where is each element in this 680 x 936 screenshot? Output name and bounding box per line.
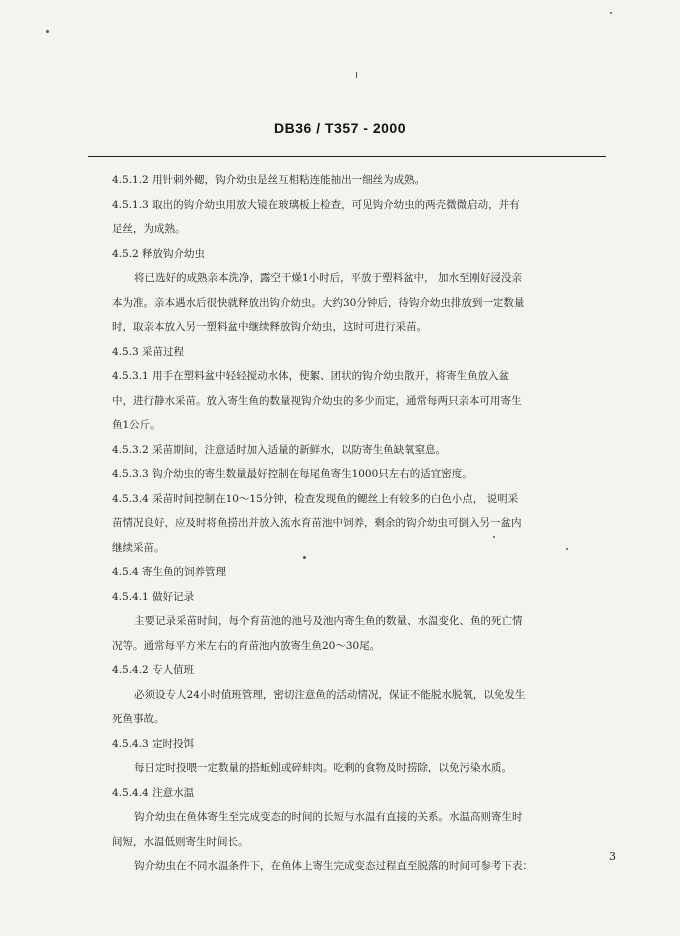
- text-line: 死鱼事故。: [112, 713, 165, 725]
- text-line: 4.5.4.4 注意水温: [112, 786, 195, 799]
- text-line: 时，取亲本放入另一塑料盆中继续释放钩介幼虫，这时可进行采苗。: [112, 321, 427, 333]
- text-line: 本为准。亲本遇水后很快就释放出钩介幼虫。大约30分钟后，待钩介幼虫排放到一定数量: [112, 296, 525, 309]
- text-line: 中，进行静水采苗。放入寄生鱼的数量视钩介幼虫的多少而定，通常每两只亲本可用寄生: [112, 394, 522, 407]
- text-line: 4.5.3.1 用手在塑料盆中轻轻搅动水体，使絮、团状的钩介幼虫散开，将寄生鱼放入盆: [112, 370, 510, 382]
- text-line: 4.5.3.4 采苗时间控制在10～15分钟，检查发现鱼的鳃丝上有较多的白色小点， 说明采: [112, 492, 519, 505]
- text-line: 钩介幼虫在不同水温条件下，在鱼体上寄生完成变态过程直至脱落的时间可参考下表：: [134, 860, 533, 872]
- page-number: 3: [609, 850, 616, 863]
- text-line: 必须设专人24小时值班管理，密切注意鱼的活动情况，保证不能脱水脱氧，以免发生: [134, 688, 526, 701]
- text-line: 4.5.4 寄生鱼的饲养管理: [112, 566, 227, 578]
- text-line: 继续采苗。: [112, 541, 165, 554]
- text-line: 4.5.3.3 钩介幼虫的寄生数量最好控制在每尾鱼寄生1000只左右的适宜密度。: [112, 468, 473, 480]
- text-line: 4.5.1.2 用针刺外鳃，钩介幼虫是丝互相粘连能抽出一细丝为成熟。: [112, 174, 426, 186]
- text-line: 4.5.3.2 采苗期间，注意适时加入适量的新鲜水，以防寄生鱼缺氧窒息。: [112, 443, 447, 456]
- text-line: 4.5.3 采苗过程: [112, 345, 185, 358]
- text-line: 足丝，为成熟。: [112, 223, 186, 235]
- text-line: 每日定时投喂一定数量的搭蚯蚓或碎蚌肉。吃剩的食物及时捞除，以免污染水质。: [134, 762, 512, 774]
- text-line: 间短，水温低则寄生时间长。: [112, 835, 249, 848]
- text-line: 4.5.4.3 定时投饵: [112, 737, 195, 750]
- text-line: 4.5.4.1 做好记录: [112, 590, 195, 603]
- text-line: 主要记录采苗时间，每个育苗池的池号及池内寄生鱼的数量、水温变化、鱼的死亡情: [134, 615, 523, 627]
- text-line: 况等。通常每平方米左右的育苗池内放寄生鱼20～30尾。: [112, 639, 381, 652]
- text-line: 苗情况良好，应及时将鱼捞出并放入流水育苗池中饲养，剩余的钩介幼虫可倒入另一盆内: [112, 517, 522, 529]
- header-rule: [88, 156, 606, 157]
- text-line: 4.5.2 释放钩介幼虫: [112, 247, 206, 260]
- text-line: 鱼1公斤。: [112, 419, 161, 431]
- text-line: 4.5.1.3 取出的钩介幼虫用放大镜在玻璃板上检查，可见钩介幼虫的两壳微微启动，并有: [112, 198, 520, 211]
- text-line: 钩介幼虫在鱼体寄生至完成变态的时间的长短与水温有直接的关系。水温高则寄生时: [134, 811, 523, 823]
- text-line: 4.5.4.2 专人值班: [112, 664, 195, 676]
- text-line: 将已选好的成熟亲本洗净，露空干燥1小时后，平放于塑料盆中， 加水至刚好浸没亲: [134, 272, 523, 284]
- document-code-header: DB36 / T357 - 2000: [274, 120, 406, 136]
- body-text: [112, 168, 572, 879]
